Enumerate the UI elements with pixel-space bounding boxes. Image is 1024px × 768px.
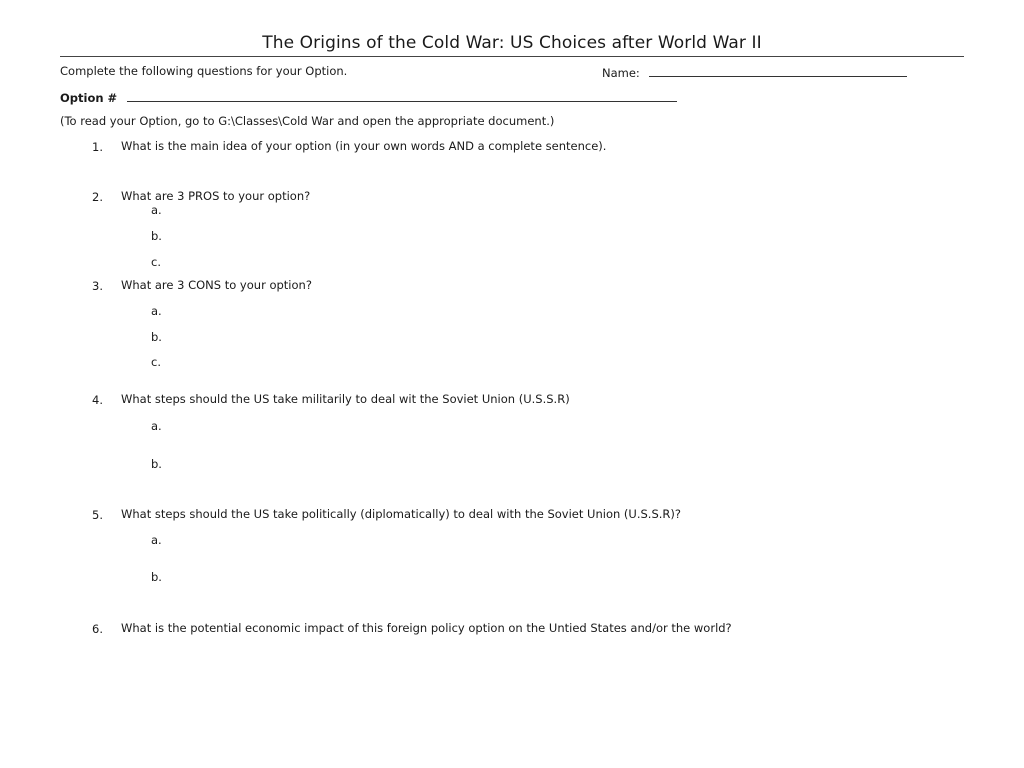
answer-item-label: c.: [151, 355, 161, 369]
question-number: 5.: [92, 508, 103, 522]
question-number: 2.: [92, 190, 103, 204]
question-number: 4.: [92, 393, 103, 407]
name-label: Name:: [602, 66, 640, 80]
question-text: What is the main idea of your option (in your own words AND a complete sentence).: [121, 139, 607, 153]
answer-item-label: b.: [151, 330, 162, 344]
answer-item-label: a.: [151, 304, 162, 318]
page-title: The Origins of the Cold War: US Choices after World War II: [262, 33, 762, 53]
question-text: What are 3 PROS to your option?: [121, 189, 311, 203]
question-number: 1.: [92, 140, 103, 154]
title-divider: [60, 56, 964, 57]
option-field-row: [60, 89, 677, 105]
answer-item-label: a.: [151, 203, 162, 217]
question-text: What is the potential economic impact of this foreign policy option on the Untied States and/or the world?: [121, 621, 732, 635]
question-number: 6.: [92, 622, 103, 636]
answer-item-label: a.: [151, 419, 162, 433]
read-note: (To read your Option, go to G:\Classes\Cold War and open the appropriate document.): [60, 114, 555, 128]
option-blank-line[interactable]: [127, 89, 677, 102]
question-text: What steps should the US take politically (diplomatically) to deal with the Soviet Union (U.S.S.R)?: [121, 507, 681, 521]
answer-item-label: b.: [151, 570, 162, 584]
question-text: What steps should the US take militarily to deal wit the Soviet Union (U.S.S.R): [121, 392, 570, 406]
answer-item-label: b.: [151, 457, 162, 471]
question-number: 3.: [92, 279, 103, 293]
name-blank-line[interactable]: [649, 64, 907, 77]
answer-item-label: b.: [151, 229, 162, 243]
answer-item-label: c.: [151, 255, 161, 269]
name-field-row: [602, 64, 907, 80]
option-label: Option #: [60, 91, 118, 105]
answer-item-label: a.: [151, 533, 162, 547]
question-text: What are 3 CONS to your option?: [121, 278, 312, 292]
instructions-text: Complete the following questions for your Option.: [60, 64, 348, 78]
